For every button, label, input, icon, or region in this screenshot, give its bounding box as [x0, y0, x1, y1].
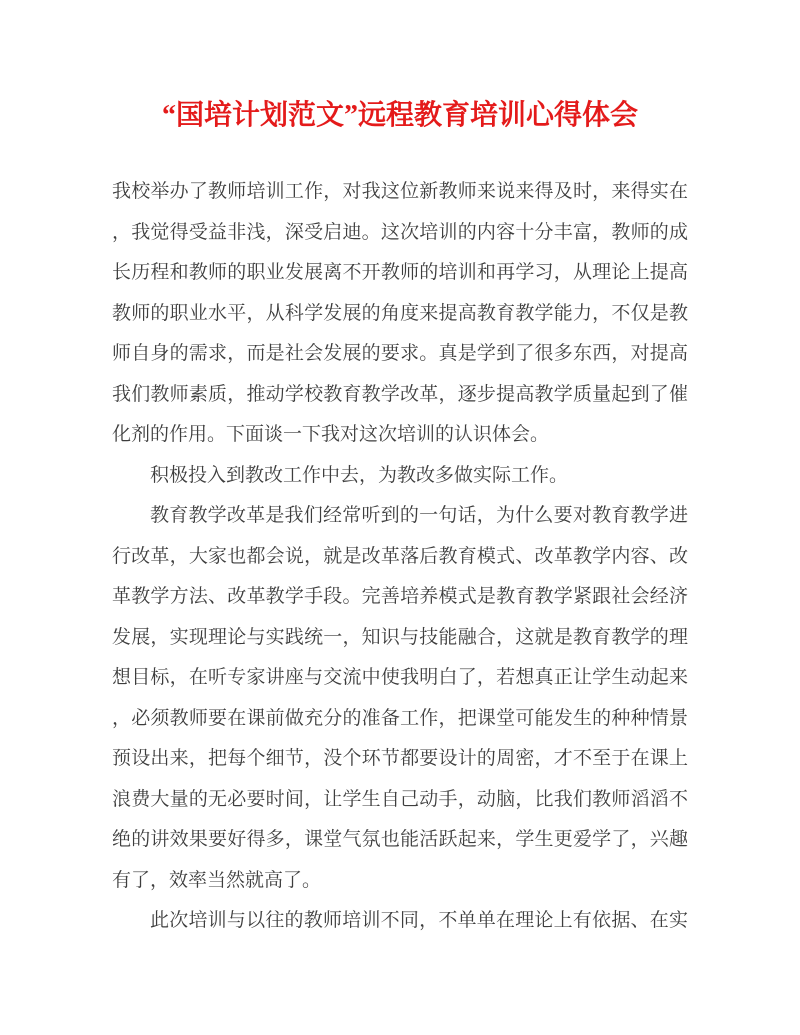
text-line: 我校举办了教师培训工作，对我这位新教师来说来得及时，来得实在 — [112, 181, 688, 202]
text-line: ，必须教师要在课前做充分的准备工作，把课堂可能发生的种种情景 — [112, 707, 688, 729]
text-line: 师自身的需求，而是社会发展的要求。真是学到了很多东西，对提高 — [112, 343, 688, 364]
paragraph-reform — [112, 496, 688, 901]
text-line: 行改革，大家也都会说，就是改革落后教育模式、改革教学内容、改 — [112, 545, 688, 567]
text-line: 发展，实现理论与实践统一，知识与技能融合，这就是教育教学的理 — [112, 626, 688, 648]
text-line: 我们教师素质，推动学校教育教学改革，逐步提高教学质量起到了催 — [112, 383, 688, 405]
text-line: 有了，效率当然就高了。 — [112, 869, 322, 891]
document-body — [112, 172, 688, 942]
document-title: “国培计划范文”远程教育培训心得体会 — [161, 100, 638, 131]
paragraph-slogan — [112, 456, 688, 497]
text-line: 此次培训与以往的教师培训不同，不单单在理论上有依据、在实 — [150, 910, 688, 931]
text-line: 绝的讲效果要好得多，课堂气氛也能活跃起来，学生更爱学了，兴趣 — [112, 829, 688, 850]
text-line: 化剂的作用。下面谈一下我对这次培训的认识体会。 — [112, 424, 550, 445]
text-line: 教育教学改革是我们经常听到的一句话，为什么要对教育教学进 — [150, 505, 688, 526]
text-line: 想目标，在听专家讲座与交流中使我明白了，若想真正让学生动起来 — [112, 667, 688, 688]
paragraph-training-difference — [112, 901, 688, 942]
paragraph-intro — [112, 172, 688, 456]
text-line: 积极投入到教改工作中去，为教改多做实际工作。 — [150, 464, 569, 486]
text-line: 长历程和教师的职业发展离不开教师的培训和再学习，从理论上提高 — [112, 262, 688, 283]
text-line: ，我觉得受益非浅，深受启迪。这次培训的内容十分丰富，教师的成 — [112, 221, 688, 243]
text-line: 革教学方法、改革教学手段。完善培养模式是教育教学紧跟社会经济 — [112, 586, 688, 607]
text-line: 浪费大量的无必要时间，让学生自己动手，动脑，比我们教师滔滔不 — [112, 788, 688, 810]
text-line: 预设出来，把每个细节，没个环节都要设计的周密，才不至于在课上 — [112, 748, 688, 769]
text-line: 教师的职业水平，从科学发展的角度来提高教育教学能力，不仅是教 — [112, 302, 688, 324]
